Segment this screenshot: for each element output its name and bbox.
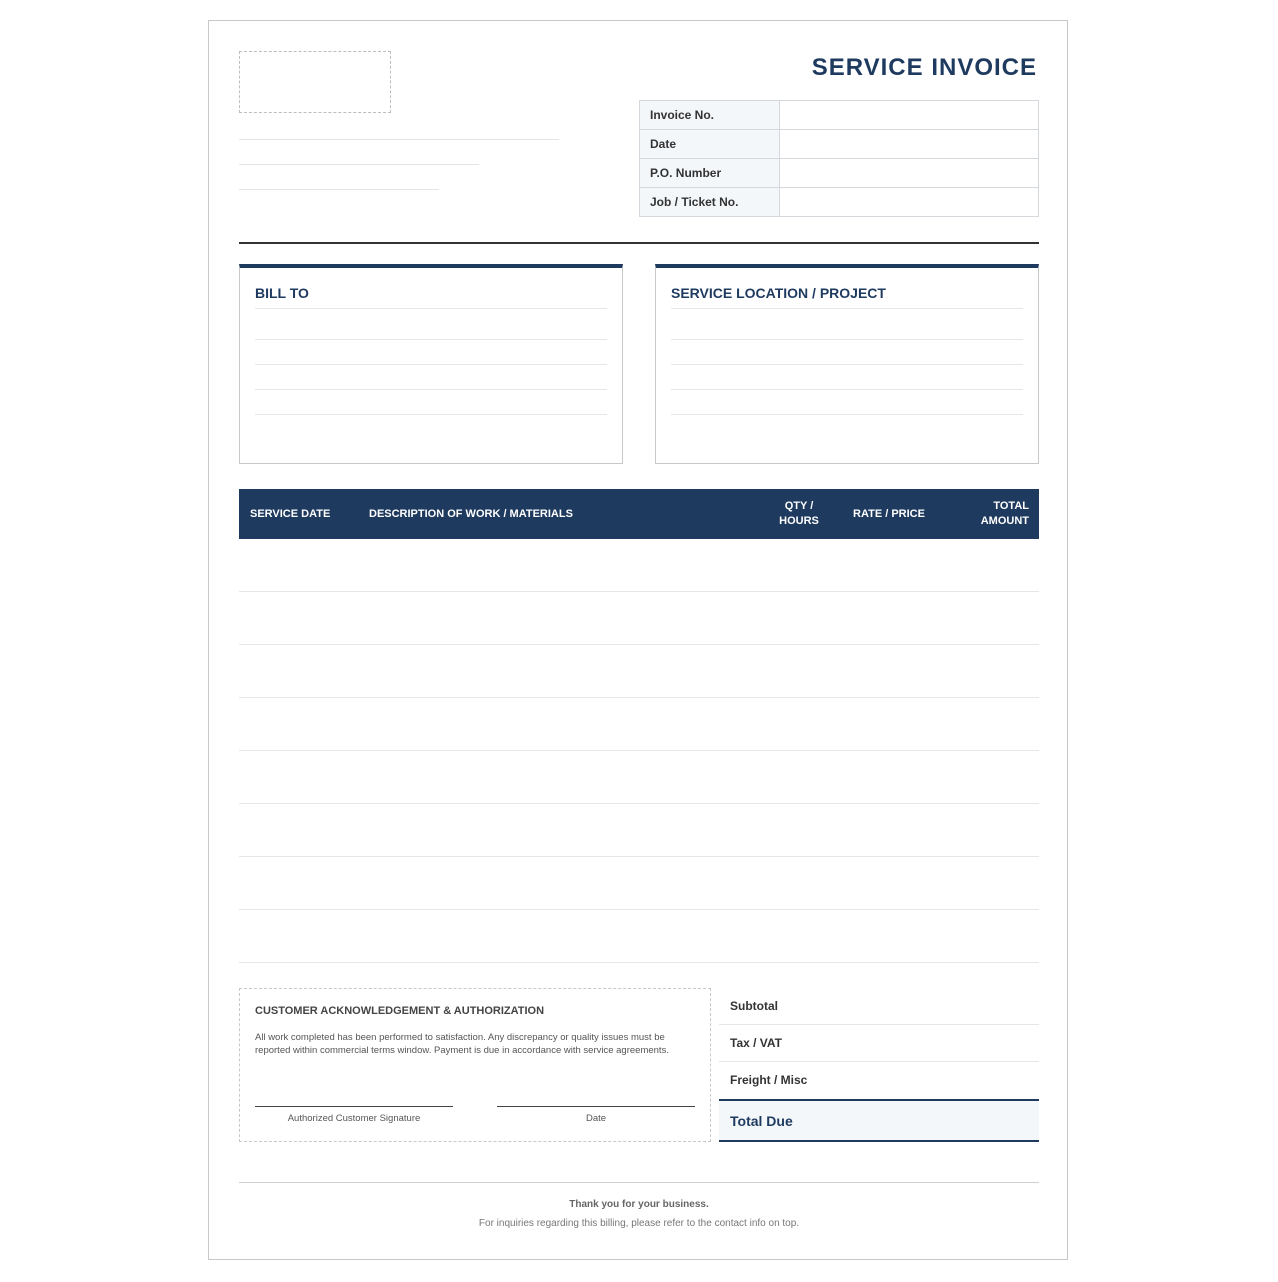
bill-to-line[interactable] bbox=[255, 339, 607, 340]
col-qty-hours bbox=[759, 489, 839, 539]
freight-misc-label: Freight / Misc bbox=[730, 1073, 808, 1087]
meta-label: Job / Ticket No. bbox=[640, 188, 780, 217]
service-location-box bbox=[655, 264, 1039, 464]
po-number-field[interactable] bbox=[780, 159, 1039, 188]
signature-date-label: Date bbox=[585, 1113, 607, 1124]
signature-label: Authorized Customer Signature bbox=[287, 1113, 421, 1124]
item-row[interactable] bbox=[239, 909, 1039, 910]
invoice-page bbox=[208, 20, 1068, 1260]
header-divider bbox=[239, 242, 1039, 244]
col-total-line1: TOTAL bbox=[993, 500, 1029, 512]
meta-label: Date bbox=[640, 130, 780, 159]
col-total-line2: AMOUNT bbox=[980, 515, 1029, 527]
signature-date-line[interactable] bbox=[497, 1106, 695, 1107]
bill-to-box bbox=[239, 264, 623, 464]
bill-to-line[interactable] bbox=[255, 414, 607, 415]
invoice-meta-table bbox=[639, 100, 1039, 217]
logo-placeholder[interactable] bbox=[239, 51, 391, 113]
col-rate-price: RATE / PRICE bbox=[853, 507, 925, 520]
items-table-header bbox=[239, 489, 1039, 539]
bill-to-title: BILL TO bbox=[255, 285, 309, 301]
footer-divider bbox=[239, 1182, 1039, 1183]
meta-row-invoice-no bbox=[640, 101, 1039, 130]
subtotal-row-divider bbox=[719, 1024, 1039, 1025]
col-service-date: SERVICE DATE bbox=[250, 507, 331, 520]
bill-to-line[interactable] bbox=[255, 389, 607, 390]
company-address-line-1[interactable] bbox=[239, 139, 559, 140]
item-row[interactable] bbox=[239, 697, 1039, 698]
item-row[interactable] bbox=[239, 644, 1039, 645]
service-location-line[interactable] bbox=[671, 414, 1023, 415]
meta-row-date bbox=[640, 130, 1039, 159]
invoice-no-field[interactable] bbox=[780, 101, 1039, 130]
col-description: DESCRIPTION OF WORK / MATERIALS bbox=[369, 507, 573, 520]
acknowledgement-text: All work completed has been performed to satisfaction. Any discrepancy or quality issues must be reported within commercial terms window. Payment is due in accordance with service agreements. bbox=[255, 1032, 669, 1056]
invoice-title: SERVICE INVOICE bbox=[811, 54, 1037, 81]
tax-vat-label: Tax / VAT bbox=[730, 1036, 783, 1050]
job-ticket-field[interactable] bbox=[780, 188, 1039, 217]
footer-inquiries: For inquiries regarding this billing, please refer to the contact info on top. bbox=[478, 1218, 800, 1229]
service-location-title: SERVICE LOCATION / PROJECT bbox=[671, 285, 886, 301]
item-row[interactable] bbox=[239, 750, 1039, 751]
service-location-line[interactable] bbox=[671, 339, 1023, 340]
item-row[interactable] bbox=[239, 856, 1039, 857]
acknowledgement-title: CUSTOMER ACKNOWLEDGEMENT & AUTHORIZATION bbox=[255, 1005, 545, 1017]
signature-line[interactable] bbox=[255, 1106, 453, 1107]
total-due-label: Total Due bbox=[730, 1112, 793, 1129]
service-location-line[interactable] bbox=[671, 389, 1023, 390]
footer-thanks: Thank you for your business. bbox=[569, 1199, 709, 1210]
meta-row-job-ticket bbox=[640, 188, 1039, 217]
item-row[interactable] bbox=[239, 591, 1039, 592]
meta-label: P.O. Number bbox=[640, 159, 780, 188]
company-address-line-2[interactable] bbox=[239, 164, 479, 165]
tax-row-divider bbox=[719, 1061, 1039, 1062]
service-location-line[interactable] bbox=[671, 308, 1023, 309]
subtotal-label: Subtotal bbox=[730, 999, 778, 1013]
bill-to-line[interactable] bbox=[255, 364, 607, 365]
acknowledgement-box bbox=[239, 988, 711, 1142]
col-qty-line1: QTY / bbox=[784, 500, 814, 512]
date-field[interactable] bbox=[780, 130, 1039, 159]
total-due-row bbox=[719, 1099, 1039, 1142]
bill-to-line[interactable] bbox=[255, 308, 607, 309]
service-location-line[interactable] bbox=[671, 364, 1023, 365]
company-address-line-3[interactable] bbox=[239, 189, 439, 190]
item-row[interactable] bbox=[239, 803, 1039, 804]
col-qty-line2: HOURS bbox=[779, 515, 819, 527]
item-row[interactable] bbox=[239, 962, 1039, 963]
meta-label: Invoice No. bbox=[640, 101, 780, 130]
col-total-amount bbox=[981, 489, 1029, 539]
meta-row-po-number bbox=[640, 159, 1039, 188]
